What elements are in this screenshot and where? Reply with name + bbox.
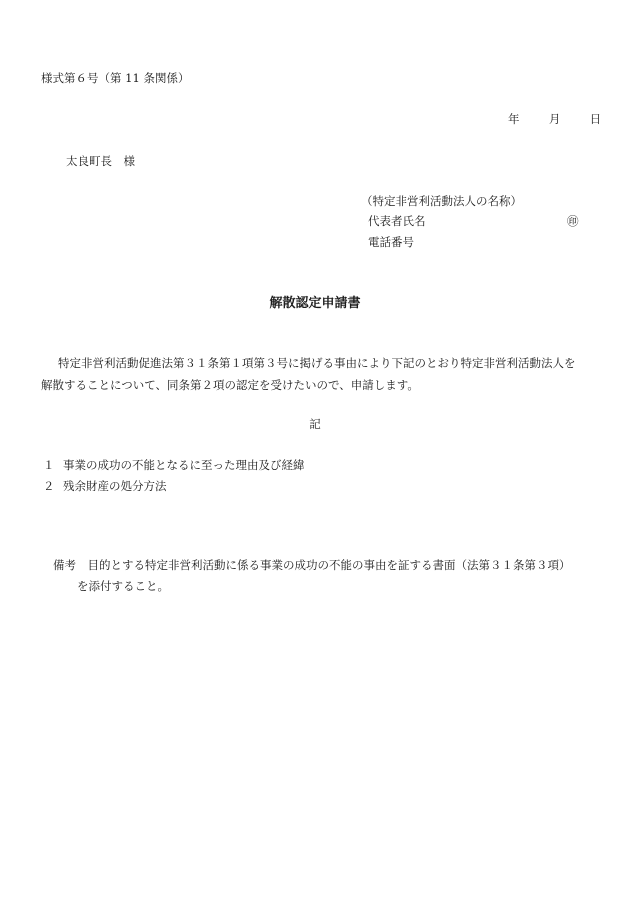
body-text-line-2: 解散することについて、同条第２項の認定を受けたいので、申請します。 (41, 378, 419, 392)
addressee: 太良町長 様 (66, 154, 135, 168)
representative-label: 代表者氏名 (368, 214, 426, 228)
date-day: 日 (589, 112, 602, 126)
item-text: 残余財産の処分方法 (63, 479, 167, 493)
item-text: 事業の成功の不能となるに至った理由及び経緯 (63, 458, 305, 472)
phone-label: 電話番号 (368, 235, 414, 249)
list-item (43, 478, 167, 494)
date-month: 月 (548, 112, 561, 126)
form-number: 様式第６号（第 11 条関係） (41, 71, 190, 85)
note-line-1: 備考 目的とする特定非営利活動に係る事業の成功の不能の事由を証する書面（法第３１条第３項） (53, 558, 571, 572)
date-line (508, 111, 601, 127)
list-item (43, 457, 305, 473)
note-line-2: を添付すること。 (77, 579, 169, 593)
body-text-line-1: 特定非営利活動促進法第３１条第１項第３号に掲げる事由により下記のとおり特定非営利活動法人を (58, 356, 576, 370)
org-name-label: （特定非営利活動法人の名称） (361, 194, 522, 208)
item-number: ２ (43, 479, 55, 493)
document-title: 解散認定申請書 (269, 296, 361, 311)
ki-heading: 記 (309, 417, 321, 431)
date-year: 年 (508, 112, 520, 126)
seal-mark: ㊞ (567, 214, 579, 228)
item-number: １ (43, 458, 55, 472)
